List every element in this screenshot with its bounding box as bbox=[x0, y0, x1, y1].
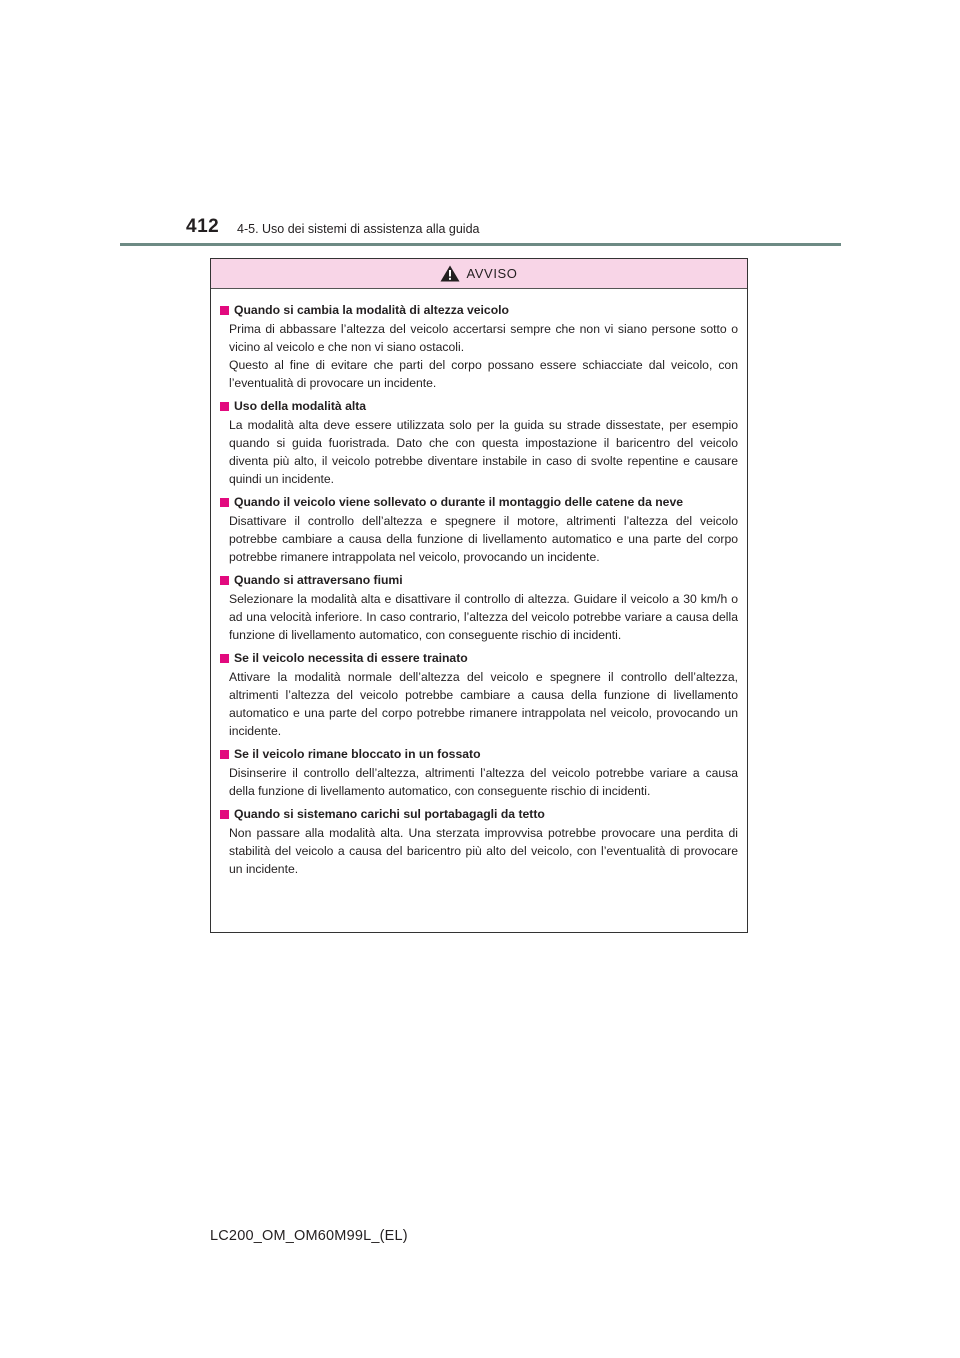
warning-item bbox=[220, 805, 738, 878]
warning-item bbox=[220, 301, 738, 392]
square-bullet-icon bbox=[220, 810, 229, 819]
warning-label: AVVISO bbox=[466, 266, 518, 281]
warning-item-heading bbox=[220, 301, 738, 319]
warning-item-text: Disinserire il controllo dell’altezza, altrimenti l’altezza del veicolo potrebbe variare a causa della funzione di livellamento automatico, con conseguente rischio di incidenti. bbox=[229, 766, 738, 798]
warning-item-text: Disattivare il controllo dell’altezza e spegnere il motore, altrimenti l’altezza del veicolo potrebbe cambiare a causa della funzione di livellamento automatico e una parte del corpo potrebbe rimanere intrappolata nel veicolo, provocando un incidente. bbox=[229, 514, 738, 564]
square-bullet-icon bbox=[220, 750, 229, 759]
square-bullet-icon bbox=[220, 498, 229, 507]
warning-item-title: Se il veicolo rimane bloccato in un fossato bbox=[234, 747, 481, 761]
page-number: 412 bbox=[186, 216, 220, 237]
warning-header bbox=[211, 259, 747, 289]
document-code: LC200_OM_OM60M99L_(EL) bbox=[210, 1228, 408, 1244]
warning-item-text: Selezionare la modalità alta e disattivare il controllo di altezza. Guidare il veicolo a 30 km/h o ad una velocità inferiore. In caso contrario, l’altezza del veicolo potrebbe variare a causa della funzione di livellamento automatico, con conseguente rischio di incidenti. bbox=[229, 592, 738, 642]
warning-item-text: Attivare la modalità normale dell’altezza del veicolo e spegnere il controllo dell’altezza, altrimenti l’altezza del veicolo potrebbe cambiare a causa della funzione di livellamento automatico e una parte del corpo potrebbe rimanere intrappolata nel veicolo, provocando un incidente. bbox=[229, 670, 738, 738]
warning-item-title: Quando si cambia la modalità di altezza veicolo bbox=[234, 303, 509, 317]
warning-item bbox=[220, 649, 738, 740]
warning-item-heading bbox=[220, 493, 738, 511]
square-bullet-icon bbox=[220, 306, 229, 315]
warning-item-text: Prima di abbassare l’altezza del veicolo accertarsi sempre che non vi siano persone sotto o vicino al veicolo e che non vi siano ostacoli. bbox=[229, 322, 738, 354]
warning-item-title: Quando si sistemano carichi sul portabagagli da tetto bbox=[234, 807, 545, 821]
warning-body bbox=[211, 289, 747, 878]
warning-item-title: Quando si attraversano fiumi bbox=[234, 573, 403, 587]
warning-item-text: Questo al fine di evitare che parti del corpo possano essere schiacciate dal veicolo, con l’eventualità di provocare un incidente. bbox=[229, 358, 738, 390]
warning-item-text: Non passare alla modalità alta. Una sterzata improvvisa potrebbe provocare una perdita di stabilità del veicolo a causa del baricentro più alto del veicolo, con l’eventualità di provocare un incidente. bbox=[229, 826, 738, 876]
warning-item-title: Se il veicolo necessita di essere trainato bbox=[234, 651, 468, 665]
warning-triangle-icon bbox=[440, 265, 460, 282]
square-bullet-icon bbox=[220, 576, 229, 585]
warning-item-title: Quando il veicolo viene sollevato o durante il montaggio delle catene da neve bbox=[234, 495, 684, 509]
square-bullet-icon bbox=[220, 402, 229, 411]
warning-item bbox=[220, 745, 738, 800]
warning-box bbox=[210, 258, 748, 933]
warning-item bbox=[220, 571, 738, 644]
warning-item bbox=[220, 397, 738, 488]
warning-item bbox=[220, 493, 738, 566]
warning-item-heading bbox=[220, 571, 738, 589]
warning-item-heading bbox=[220, 649, 738, 667]
warning-item-heading bbox=[220, 397, 738, 415]
warning-item-text: La modalità alta deve essere utilizzata solo per la guida su strade dissestate, per esempio quando si guida fuoristrada. Dato che con questa impostazione il baricentro del veicolo diventa più alto, il veicolo potrebbe diventare instabile in caso di svolte repentine e causare quindi un incidente. bbox=[229, 418, 738, 486]
square-bullet-icon bbox=[220, 654, 229, 663]
section-title: 4-5. Uso dei sistemi di assistenza alla guida bbox=[237, 222, 480, 236]
header-rule bbox=[120, 243, 841, 246]
warning-item-heading bbox=[220, 805, 738, 823]
warning-item-heading bbox=[220, 745, 738, 763]
warning-item-title: Uso della modalità alta bbox=[234, 399, 367, 413]
